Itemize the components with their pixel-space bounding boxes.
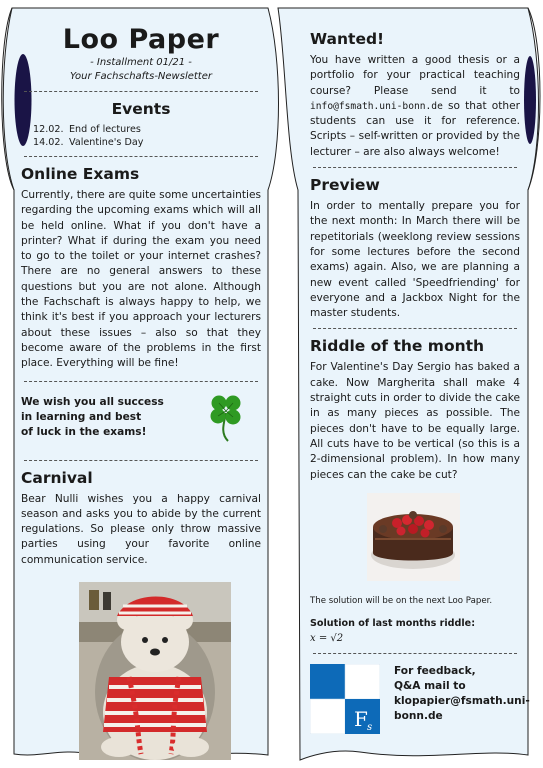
- divider: [313, 328, 517, 329]
- wish-line-3: of luck in the exams!: [21, 425, 147, 438]
- fachschaft-logo-icon: [310, 664, 380, 734]
- clover-icon: [206, 391, 246, 443]
- riddle-heading: Riddle of the month: [310, 337, 485, 356]
- riddle-body: For Valentine's Day Sergio has baked a cake. Now Margherita shall make 4 straight cuts in order to divide the cake in as many pieces as possible. The pieces don't have to be equally large. All cuts have to be vertical (so this is a 2-dimensional problem). In how many pieces can the cake be cut?: [310, 361, 520, 481]
- divider: [24, 156, 258, 157]
- logo-subscript: s: [367, 722, 373, 734]
- preview-body: In order to mentally prepare you for the next month: In March there will be repetitorials (weeklong review sessions for some lectures before the second exams) again. Also, we are planning a new event called 'Speedfriending' for everyone and a Jackbox Night for the master students.: [310, 200, 520, 320]
- feedback-box: [310, 664, 530, 734]
- solution-note: The solution will be on the next Loo Paper.: [310, 595, 493, 606]
- wish-line-2: in learning and best: [21, 410, 142, 423]
- wanted-email-link[interactable]: info@fsmath.uni-bonn.de: [310, 100, 443, 112]
- feedback-line-2: Q&A mail to: [394, 680, 466, 693]
- event-date: 12.02.: [33, 124, 64, 135]
- wanted-body: [310, 53, 520, 160]
- right-roll-hole-icon: [524, 56, 536, 144]
- last-solution-answer: x = √2: [310, 633, 344, 645]
- divider: [313, 653, 517, 654]
- event-label: End of lectures: [69, 124, 141, 135]
- newsletter-subtitle: Your Fachschafts-Newsletter: [70, 71, 212, 82]
- feedback-line-1: [394, 664, 518, 679]
- left-column: [21, 24, 261, 760]
- events-heading: Events: [111, 100, 171, 118]
- event-item: [21, 136, 261, 149]
- cake-photo: [367, 493, 460, 581]
- installment-label: - Installment 01/21 -: [90, 57, 192, 68]
- right-column: [310, 26, 530, 734]
- online-exams-heading: Online Exams: [21, 165, 140, 183]
- divider: [24, 381, 258, 382]
- wanted-heading: Wanted!: [310, 30, 385, 48]
- logo-letter: F: [354, 707, 368, 732]
- wish-line-1: We wish you all success: [21, 395, 164, 408]
- divider: [313, 167, 517, 168]
- wanted-text-after: so that other students can use it for reference. Scripts – self-written or provided by the lecturer – are also always welcome!: [310, 99, 520, 158]
- event-item: [21, 123, 261, 136]
- divider: [24, 91, 258, 92]
- carnival-bear-photo: [79, 582, 231, 760]
- event-label: Valentine's Day: [69, 137, 144, 148]
- online-exams-body: Currently, there are quite some uncertainties regarding the upcoming exams which will all be held online. What if you don't have a printer? What if during the exam you need to go to the toilet or your internet crashes? There are no general answers to these questions but you are not alone. Although the Fachschaft is always happy to help, we think it's best if you approach your lecturers about these issues – also so that they become aware of the problems in the first place. Everything will be fine!: [21, 189, 261, 370]
- events-list: [21, 123, 261, 149]
- newsletter-title: Loo Paper: [62, 24, 220, 55]
- carnival-body: Bear Nulli wishes you a happy carnival season and asks you to abide by the current regulations. So please only throw massive parties using your favorite online communication service.: [21, 492, 261, 566]
- divider: [24, 460, 258, 461]
- feedback-line-1-text: For feedback,: [394, 665, 476, 678]
- wanted-text-before: You have written a good thesis or a portfolio for your practical teaching course? Please send it to: [310, 54, 520, 97]
- carnival-heading: Carnival: [21, 468, 93, 487]
- preview-heading: Preview: [310, 176, 380, 195]
- feedback-text: [394, 664, 530, 734]
- wish-box: [21, 389, 261, 453]
- event-date: 14.02.: [33, 137, 64, 148]
- last-solution-title: Solution of last months riddle:: [310, 617, 476, 629]
- feedback-email-link-cont[interactable]: bonn.de: [394, 710, 443, 723]
- feedback-email-link[interactable]: klopapier@fsmath.uni-: [394, 695, 530, 708]
